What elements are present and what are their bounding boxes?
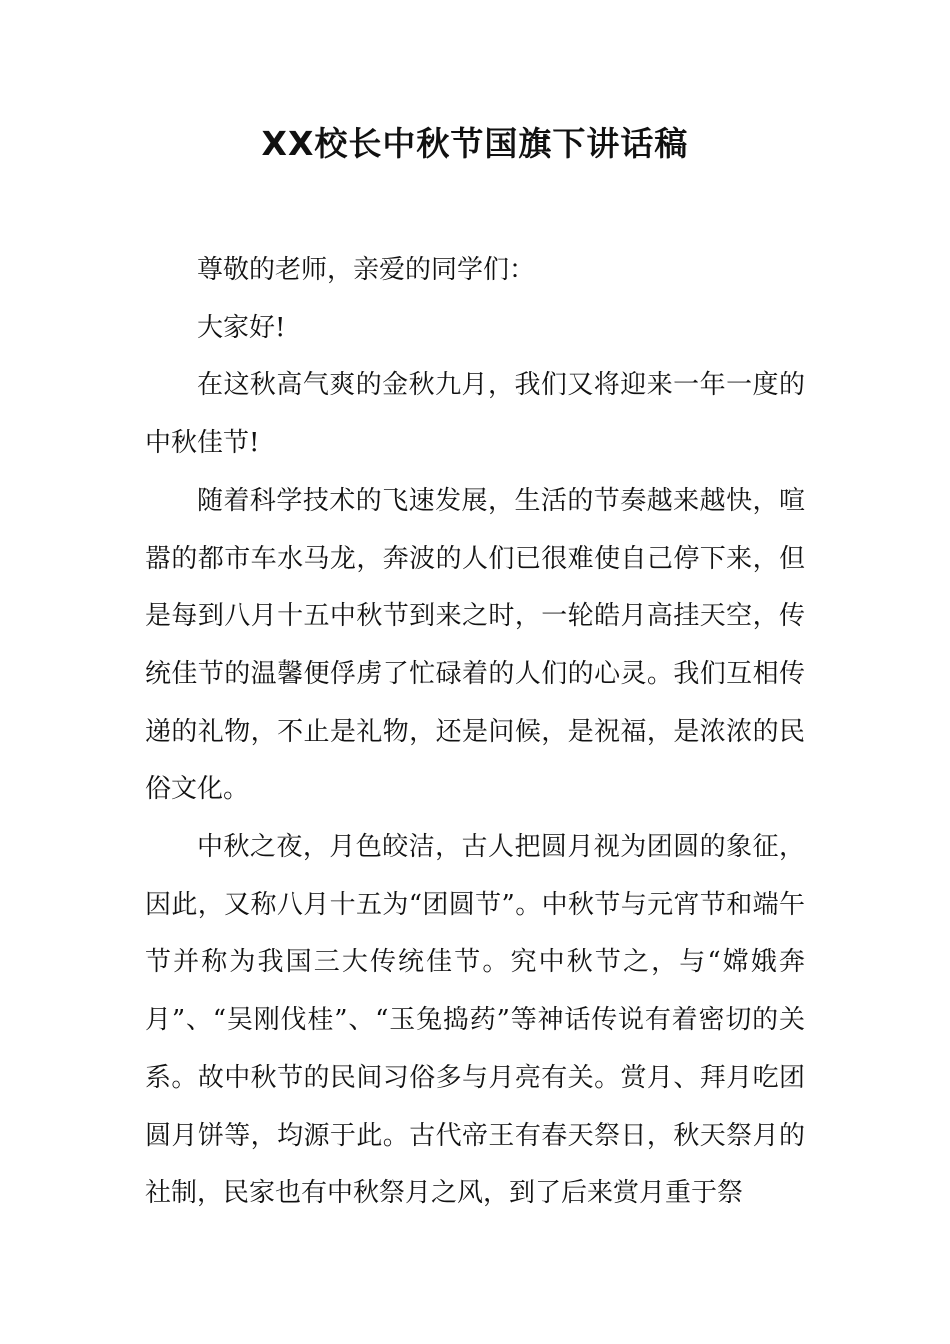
paragraph-tradition: 中秋之夜，月色皎洁，古人把圆月视为团圆的象征，因此，又称八月十五为“团圆节”。中秋节与元宵节和端午节并称为我国三大传统佳节。究中秋节之，与“嫦娥奔月”、“吴刚伐桂”、“玉兔捣药”等神话传说有着密切的关系。故中秋节的民间习俗多与月亮有关。赏月、拜月吃团圆月饼等，均源于此。古代帝王有春天祭日，秋天祭月的社制，民家也有中秋祭月之风，到了后来赏月重于祭 bbox=[145, 832, 805, 1209]
paragraph-modern-life: 随着科学技术的飞速发展，生活的节奏越来越快，喧嚣的都市车水马龙，奔波的人们已很难使自己停下来，但是每到八月十五中秋节到来之时，一轮皓月高挂天空，传统佳节的温馨便俘虏了忙碌着的人们的心灵。我们互相传递的礼物，不止是礼物，还是问候，是祝福，是浓浓的民俗文化。 bbox=[145, 485, 805, 805]
document-body bbox=[145, 242, 805, 1223]
paragraph-hello: 大家好! bbox=[197, 312, 286, 343]
paragraph-intro: 在这秋高气爽的金秋九月，我们又将迎来一年一度的中秋佳节! bbox=[145, 370, 805, 459]
paragraph-greeting: 尊敬的老师，亲爱的同学们： bbox=[197, 255, 536, 285]
page-title: XX校长中秋节国旗下讲话稿 bbox=[261, 124, 689, 163]
